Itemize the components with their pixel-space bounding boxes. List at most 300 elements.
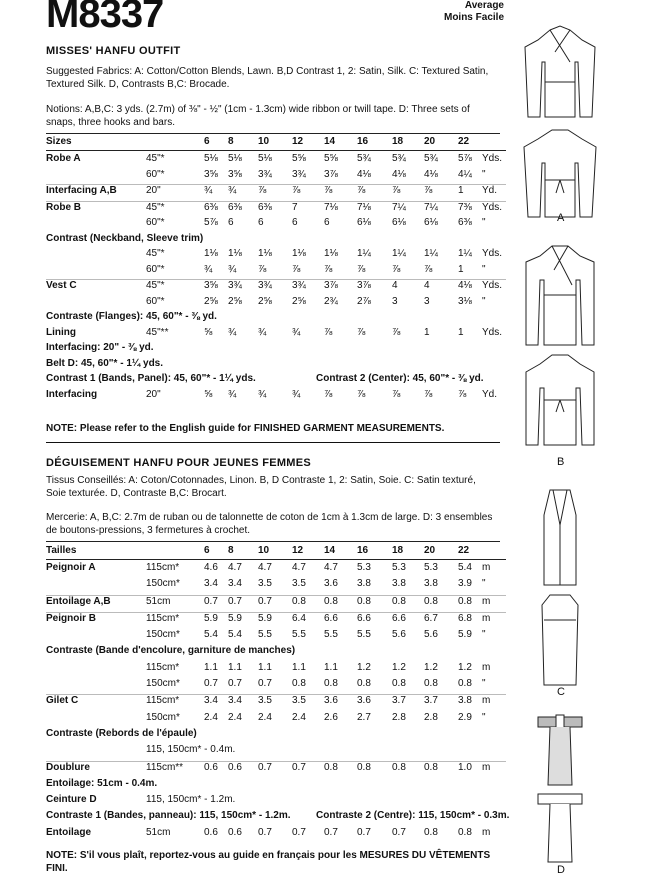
- table-row: [46, 233, 506, 249]
- section-divider: [46, 442, 500, 443]
- row-value: 5.5: [357, 629, 371, 641]
- row-value: 1⅛: [324, 248, 338, 259]
- row-value: 6: [292, 217, 298, 228]
- row-value: 1¼: [357, 248, 371, 259]
- row-value: 5.6: [392, 629, 406, 641]
- row-label: Ceinture D: [46, 794, 97, 806]
- row-value: 2⅝: [258, 295, 272, 307]
- row-label: Robe B: [46, 201, 81, 213]
- row-unit: ": [482, 678, 486, 690]
- row-value: 5.9: [458, 629, 472, 641]
- row-label: Peignoir A: [46, 562, 96, 573]
- row-value: 0.7: [228, 678, 242, 690]
- row-value: 0.7: [258, 761, 272, 773]
- table-row: [46, 264, 506, 280]
- row-value: 1¼: [392, 248, 406, 259]
- row-value: 3.9: [458, 578, 472, 590]
- row-unit: Yd.: [482, 388, 498, 400]
- row-width: 51cm: [146, 595, 171, 607]
- row-value: 2⅞: [357, 295, 371, 307]
- row-value: ¾: [258, 326, 267, 338]
- row-value: ⅞: [292, 263, 301, 275]
- row-value: 5.6: [424, 629, 438, 641]
- row-value: 5.9: [204, 612, 218, 624]
- size-6: 6: [204, 545, 210, 556]
- row-value: 0.7: [258, 678, 272, 690]
- table-row: [46, 296, 506, 312]
- row-value: 5.3: [392, 562, 406, 573]
- row-value: 3.6: [324, 695, 338, 707]
- row-width: 51cm: [146, 826, 171, 838]
- row-value: 2.4: [292, 711, 306, 723]
- row-value: ⅝: [204, 388, 213, 400]
- view-c-front-illustration: [520, 485, 600, 590]
- row-width: 20": [146, 388, 161, 400]
- row-value: 2.9: [458, 711, 472, 723]
- row-value: 5⅞: [458, 153, 472, 164]
- row-width: 60"*: [146, 168, 165, 180]
- row-value: 3⅞: [324, 168, 338, 180]
- row-value: 1.2: [357, 661, 371, 673]
- row-value: 1.2: [458, 661, 472, 673]
- row-value: 6⅜: [258, 201, 272, 213]
- table-row: [46, 728, 506, 744]
- row-value: 0.6: [204, 826, 218, 838]
- row-value: 3: [392, 295, 398, 307]
- row-value: 1.2: [424, 661, 438, 673]
- row-value: 1.0: [458, 761, 472, 773]
- row-value: 1¼: [424, 248, 438, 259]
- row-value: ⅞: [324, 326, 333, 338]
- row-value: ⅞: [392, 388, 401, 400]
- table-row: [46, 389, 506, 405]
- row-value: 1: [458, 263, 464, 275]
- size-header-row: [46, 136, 506, 149]
- row-value: 3⅝: [228, 168, 242, 180]
- size-12: 12: [292, 545, 304, 556]
- row-value: ¾: [292, 388, 301, 400]
- row-value: 5¾: [424, 153, 438, 164]
- row-value: 2⅝: [292, 295, 306, 307]
- row-value: 0.7: [392, 826, 406, 838]
- row-value: ⅞: [258, 263, 267, 275]
- row-value: 7⅜: [458, 201, 472, 213]
- row-value: 5⅝: [292, 153, 306, 164]
- row-value: 0.7: [204, 595, 218, 607]
- row-value: 7⅛: [324, 201, 338, 213]
- row-value: ⅞: [458, 388, 467, 400]
- row-label: Lining: [46, 326, 76, 338]
- row-value: 1.1: [204, 661, 218, 673]
- table-row: [46, 778, 506, 794]
- row-value: ⅞: [292, 185, 301, 196]
- row-value: ¾: [204, 263, 213, 275]
- row-extra: Contraste 2 (Centre): 115, 150cm* - 0.3m.: [316, 810, 510, 822]
- row-value: 4: [392, 280, 398, 291]
- row-value: 3.5: [292, 578, 306, 590]
- sizes-label: Sizes: [46, 136, 72, 147]
- row-value: 6.7: [424, 612, 438, 624]
- row-value: 3.8: [357, 578, 371, 590]
- row-label: Contrast 1 (Bands, Panel): 45, 60"* - 1¼ yds.: [46, 373, 256, 384]
- size-20: 20: [424, 545, 436, 556]
- row-label: Vest C: [46, 280, 77, 291]
- difficulty-fr: Moins Facile: [443, 12, 504, 23]
- row-value: 5.5: [324, 629, 338, 641]
- row-width: 60"*: [146, 295, 165, 307]
- row-width: 45"*: [146, 153, 165, 164]
- row-value: 0.8: [324, 761, 338, 773]
- row-value: 3.8: [392, 578, 406, 590]
- row-value: 5.3: [357, 562, 371, 573]
- table-row: [46, 327, 506, 343]
- row-value: 1⅛: [292, 248, 306, 259]
- row-value: 3.8: [424, 578, 438, 590]
- row-label: Contraste (Rebords de l'épaule): [46, 727, 197, 739]
- row-value: 0.7: [357, 826, 371, 838]
- size-14: 14: [324, 136, 336, 147]
- row-value: 3.7: [424, 695, 438, 707]
- fr-title: DÉGUISEMENT HANFU POUR JEUNES FEMMES: [46, 457, 312, 469]
- row-unit: m: [482, 761, 491, 773]
- row-value: 0.8: [392, 761, 406, 773]
- table-row: [46, 217, 506, 233]
- row-label: Interfacing: [46, 388, 98, 400]
- en-yardage-table: [46, 136, 506, 404]
- row-value: 0.8: [458, 678, 472, 690]
- row-value: ⅞: [357, 326, 366, 338]
- row-label: Contraste 1 (Bandes, panneau): 115, 150cm* - 1.2m.: [46, 810, 291, 822]
- row-unit: Yds.: [482, 153, 503, 164]
- row-unit: ": [482, 295, 486, 307]
- view-a-back-illustration: [520, 125, 600, 225]
- row-value: 0.7: [258, 826, 272, 838]
- row-value: 6.6: [324, 612, 338, 624]
- row-value: 1: [458, 185, 464, 196]
- row-label: Contraste (Bande d'encolure, garniture de manches): [46, 645, 296, 657]
- size-14: 14: [324, 545, 336, 556]
- header-rule: [46, 150, 506, 151]
- row-value: 0.8: [357, 595, 371, 607]
- row-value: 0.8: [458, 595, 472, 607]
- row-value: 2.7: [357, 711, 371, 723]
- row-value: 3⅝: [204, 168, 218, 180]
- row-unit: ": [482, 217, 486, 228]
- row-width: 150cm*: [146, 578, 180, 590]
- row-value: 0.7: [258, 595, 272, 607]
- row-label: Entoilage: [46, 826, 92, 838]
- table-row: [46, 629, 506, 645]
- row-value: 3¾: [258, 168, 272, 180]
- table-row: [46, 613, 506, 629]
- row-value: 6⅜: [458, 217, 472, 228]
- row-value: 5⅞: [204, 217, 218, 228]
- size-20: 20: [424, 136, 436, 147]
- table-row: [46, 596, 506, 612]
- table-row: [46, 762, 506, 778]
- view-d-front-illustration: [520, 713, 600, 788]
- row-value: 5.3: [424, 562, 438, 573]
- row-value: ⅞: [357, 185, 366, 196]
- row-unit: ": [482, 711, 486, 723]
- row-value: 6.6: [357, 612, 371, 624]
- row-value: 2⅝: [204, 295, 218, 307]
- pattern-number: M8337: [46, 0, 164, 36]
- row-value: 5.9: [258, 612, 272, 624]
- row-unit: ": [482, 578, 486, 590]
- row-value: ⅞: [357, 388, 366, 400]
- row-value: ⅞: [424, 185, 433, 196]
- row-value: 1: [458, 326, 464, 338]
- row-value: 4.6: [204, 562, 218, 573]
- size-12: 12: [292, 136, 304, 147]
- row-value: ¾: [228, 388, 237, 400]
- row-value: 3.5: [292, 695, 306, 707]
- size-10: 10: [258, 136, 270, 147]
- row-value: 4.7: [324, 562, 338, 573]
- view-c-back-illustration: [520, 590, 600, 690]
- fr-fabrics: Tissus Conseillés: A: Coton/Cotonnades, Linon. B, D Contraste 1, 2: Satin, Soie. C: Satin texturé, Soie texturée. D, Contraste B,C: Brocart.: [46, 475, 476, 499]
- row-label: Gilet C: [46, 695, 79, 707]
- row-unit: ": [482, 168, 486, 180]
- row-value: 0.8: [357, 678, 371, 690]
- row-value: 1.1: [292, 661, 306, 673]
- row-label: Entoilage: 51cm - 0.4m.: [46, 777, 158, 789]
- row-value: 0.7: [292, 761, 306, 773]
- table-row: [46, 185, 506, 201]
- row-label: Entoilage A,B: [46, 595, 111, 607]
- en-title: MISSES' HANFU OUTFIT: [46, 45, 181, 57]
- row-width: 115, 150cm* - 0.4m.: [146, 744, 236, 756]
- row-value: 0.8: [424, 595, 438, 607]
- table-row: [46, 578, 506, 594]
- table-row: [46, 169, 506, 185]
- fr-notions: Mercerie: A, B,C: 2.7m de ruban ou de talonnette de coton de 1cm à 1.3cm de large. D: 3 ensembles de boutons-pressions, 3 fermetures à crochet.: [46, 512, 493, 536]
- table-row: [46, 794, 506, 810]
- table-row: [46, 311, 506, 327]
- en-fabrics: Suggested Fabrics: A: Cotton/Cotton Blends, Lawn. B,D Contrast 1, 2: Satin, Silk. C: Textured Satin, Textured Silk. D, Contrasts B,C: Brocade.: [46, 66, 489, 90]
- row-value: 5.5: [292, 629, 306, 641]
- row-unit: m: [482, 661, 491, 673]
- row-unit: m: [482, 595, 491, 607]
- row-unit: m: [482, 826, 491, 838]
- row-value: ⅞: [392, 263, 401, 275]
- row-value: 2⅝: [228, 295, 242, 307]
- row-value: 5¾: [392, 153, 406, 164]
- row-width: 150cm*: [146, 629, 180, 641]
- table-row: [46, 744, 506, 760]
- view-a-label: A: [557, 212, 565, 224]
- row-value: ⅞: [324, 185, 333, 196]
- row-label: Belt D: 45, 60"* - 1¼ yds.: [46, 357, 164, 369]
- difficulty: [444, 0, 504, 24]
- row-value: ¾: [292, 326, 301, 338]
- size-header-row: [46, 545, 506, 558]
- row-unit: m: [482, 562, 491, 573]
- row-value: 3.6: [324, 578, 338, 590]
- row-label: Contrast (Neckband, Sleeve trim): [46, 232, 204, 244]
- row-value: 3.8: [458, 695, 472, 707]
- row-value: 6: [228, 217, 234, 228]
- row-value: 4⅛: [392, 168, 406, 180]
- row-width: 115cm*: [146, 695, 180, 707]
- row-unit: Yds.: [482, 201, 503, 213]
- table-row: [46, 827, 506, 843]
- row-value: 3.4: [204, 695, 218, 707]
- en-notions: Notions: A,B,C: 3 yds. (2.7m) of ⅜" - ½" (1cm - 1.3cm) wide ribbon or twill tape. D: Three sets of snaps, three hooks and bars.: [46, 104, 470, 128]
- row-label: Interfacing A,B: [46, 185, 117, 196]
- row-value: ⅞: [258, 185, 267, 196]
- table-row: [46, 712, 506, 728]
- view-b-label: B: [557, 456, 565, 468]
- row-value: 5⅝: [324, 153, 338, 164]
- size-6: 6: [204, 136, 210, 147]
- row-value: 3: [424, 295, 430, 307]
- row-value: 1⅛: [258, 248, 272, 259]
- row-value: ⅞: [324, 388, 333, 400]
- table-row: [46, 810, 510, 826]
- table-row: [46, 373, 506, 389]
- row-value: 5.4: [458, 562, 472, 573]
- row-width: 115cm*: [146, 661, 180, 673]
- row-value: 4.7: [292, 562, 306, 573]
- row-value: 3.4: [228, 578, 242, 590]
- row-label: Peignoir B: [46, 612, 97, 624]
- view-d-back-illustration: [520, 790, 600, 865]
- size-22: 22: [458, 545, 470, 556]
- table-row: [46, 645, 506, 661]
- fr-note: NOTE: S'il vous plaît, reportez-vous au guide en français pour les MESURES DU VÊTEMENTS FINI.: [46, 850, 491, 874]
- row-value: 0.7: [292, 826, 306, 838]
- size-18: 18: [392, 136, 404, 147]
- row-width: 60"*: [146, 217, 165, 228]
- size-8: 8: [228, 136, 234, 147]
- row-unit: Yds.: [482, 280, 503, 291]
- row-value: 5¾: [357, 153, 371, 164]
- row-width: 45"**: [146, 326, 169, 338]
- table-row: [46, 695, 506, 711]
- row-value: 1.2: [392, 661, 406, 673]
- row-value: ⅞: [357, 263, 366, 275]
- row-label: Contraste (Flanges): 45, 60"* - ⅜ yd.: [46, 311, 217, 322]
- row-value: 2.4: [228, 711, 242, 723]
- row-value: 6.4: [292, 612, 306, 624]
- row-width: 115, 150cm* - 1.2m.: [146, 794, 236, 806]
- table-row: [46, 562, 506, 578]
- row-value: 0.6: [204, 761, 218, 773]
- row-value: 3.6: [357, 695, 371, 707]
- size-16: 16: [357, 136, 369, 147]
- row-value: 1¼: [458, 248, 472, 259]
- row-value: 1⅛: [204, 248, 218, 259]
- row-extra: Contrast 2 (Center): 45, 60"* - ⅜ yd.: [316, 373, 484, 384]
- table-row: [46, 153, 506, 169]
- fr-yardage-table: [46, 545, 510, 843]
- row-value: 2.8: [424, 711, 438, 723]
- row-unit: ": [482, 629, 486, 641]
- row-value: ¾: [228, 185, 237, 196]
- row-value: 5⅛: [204, 153, 218, 164]
- size-8: 8: [228, 545, 234, 556]
- table-row: [46, 662, 506, 678]
- row-width: 150cm*: [146, 711, 180, 723]
- table-row: [46, 342, 506, 358]
- divider: [46, 133, 500, 134]
- row-value: 5⅛: [228, 153, 242, 164]
- row-value: 3¾: [292, 168, 306, 180]
- row-value: 6⅛: [424, 217, 438, 228]
- row-value: 1.1: [324, 661, 338, 673]
- row-value: 0.8: [324, 678, 338, 690]
- row-width: 115cm*: [146, 562, 180, 573]
- row-value: 6: [258, 217, 264, 228]
- row-value: 0.8: [424, 761, 438, 773]
- row-value: 1.1: [228, 661, 242, 673]
- row-value: 6.6: [392, 612, 406, 624]
- row-width: 115cm*: [146, 612, 180, 624]
- view-a-front-illustration: [520, 22, 600, 127]
- row-value: 2.8: [392, 711, 406, 723]
- row-value: 3⅛: [458, 295, 472, 307]
- row-width: 45"*: [146, 280, 165, 291]
- row-value: 7: [292, 201, 298, 213]
- row-value: 4⅛: [357, 168, 371, 180]
- row-value: 5.4: [204, 629, 218, 641]
- row-unit: m: [482, 612, 491, 624]
- row-value: 2.4: [258, 711, 272, 723]
- table-row: [46, 678, 506, 694]
- row-value: ⅞: [424, 388, 433, 400]
- row-value: 2.4: [204, 711, 218, 723]
- view-b-back-illustration: [520, 350, 600, 450]
- row-width: 45"*: [146, 248, 165, 259]
- row-value: 4⅛: [458, 280, 472, 291]
- row-label: Doublure: [46, 761, 90, 773]
- row-width: 60"*: [146, 263, 165, 275]
- row-value: 6: [324, 217, 330, 228]
- row-value: 3.7: [392, 695, 406, 707]
- row-value: ⅝: [204, 326, 213, 338]
- row-value: 3¾: [228, 280, 242, 291]
- row-value: 3⅞: [324, 280, 338, 291]
- row-value: 1.1: [258, 661, 272, 673]
- table-row: [46, 248, 506, 264]
- row-value: 3.4: [228, 695, 242, 707]
- row-label: Interfacing: 20" - ⅜ yd.: [46, 342, 154, 353]
- divider: [46, 541, 500, 542]
- row-unit: Yds.: [482, 248, 503, 259]
- table-row: [46, 202, 506, 218]
- row-unit: Yds.: [482, 326, 503, 338]
- row-value: ¾: [204, 185, 213, 196]
- row-width: 115cm**: [146, 761, 184, 773]
- sizes-label: Tailles: [46, 545, 77, 556]
- row-value: 0.6: [228, 761, 242, 773]
- row-value: 0.8: [424, 678, 438, 690]
- size-18: 18: [392, 545, 404, 556]
- row-unit: Yd.: [482, 185, 498, 196]
- en-note: NOTE: Please refer to the English guide for FINISHED GARMENT MEASUREMENTS.: [46, 423, 445, 434]
- row-value: 4: [424, 280, 430, 291]
- row-unit: ": [482, 263, 486, 275]
- table-row: [46, 358, 506, 374]
- row-value: 5.5: [258, 629, 272, 641]
- row-value: 0.8: [292, 595, 306, 607]
- row-value: ¾: [228, 263, 237, 275]
- view-d-label: D: [557, 864, 565, 876]
- row-value: ¾: [228, 326, 237, 338]
- row-value: 5.9: [228, 612, 242, 624]
